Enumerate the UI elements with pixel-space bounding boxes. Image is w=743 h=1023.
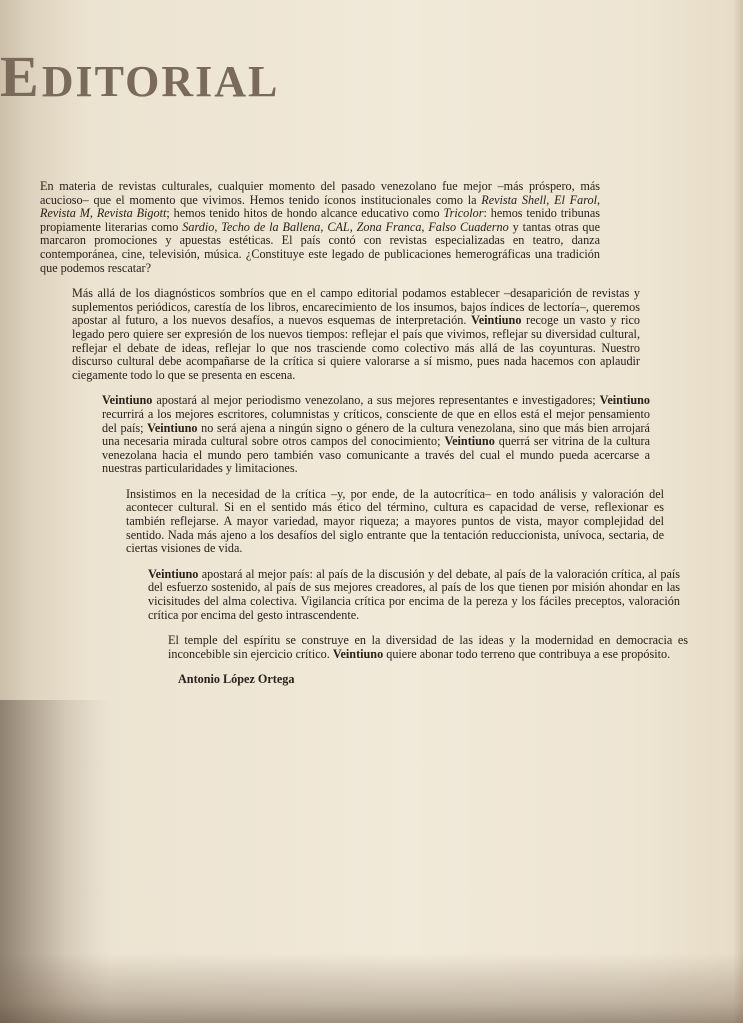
text-run: ,: [546, 192, 555, 207]
paragraph-6: [168, 634, 688, 661]
text-run: ,: [214, 219, 222, 234]
text-run: El temple del espíritu se construye en la diversidad de las ideas y la modernidad en democracia es inconcebible sin ejercicio crítico.: [168, 633, 688, 661]
author-signature: Antonio López Ortega: [178, 672, 295, 687]
text-run: querrá ser vitrina de la cultura venezolana hacia el mundo pero también vaso comunicante a través del cual el mundo pueda acercarse a nuestras particularidades y limitaciones.: [102, 434, 650, 476]
title-initial: E: [0, 44, 42, 109]
page-title: [0, 44, 280, 109]
text-run: recoge un vasto y rico legado pero quiere ser expresión de los nuevos tiempos: reflejar el país que vivimos, reflejar su diversidad cultural, reflejar el debate de ideas, reflejar lo que nos trasciende como colectivo más allá de las coyunturas. Nuestro discurso cultural debe acompañarse de la crítica si quiere valorarse a sí mismo, pues nada hacemos con aplaudir ciegamente todo lo que se presenta en escena.: [72, 313, 640, 382]
editorial-body: [40, 179, 688, 699]
text-run: En materia de revistas culturales, cualquier momento del pasado venezolano fue mejor –más próspero, más acucioso– que el momento que vivimos. Hemos tenido íconos institucionales como la: [40, 179, 600, 207]
text-run: y tantas otras que marcaron promociones y apuestas estéticas. El país contó con revistas especializadas en teatro, danza contemporánea, cine, televisión, música. ¿Constituye este legado de publicaciones hemerográficas una tradición que podemos rescatar?: [40, 219, 601, 275]
magazine-name: Veintiuno: [148, 566, 199, 581]
paragraph-5: [148, 568, 680, 622]
magazine-title: Tricolor: [443, 206, 484, 221]
title-rest: DITORIAL: [41, 57, 280, 106]
text-run: ,: [320, 219, 328, 234]
text-run: no será ajena a ningún signo o género de la cultura venezolana, sino que más bien arrojará una necesaria mirada cultural sobre otros campos del conocimiento;: [102, 420, 650, 449]
text-run: Más allá de los diagnósticos sombríos que en el campo editorial podamos establecer –desaparición de revistas y suplementos periódicos, carestía de los libros, encarecimiento de los insumos, bajos índices de lectoría–, queremos apostar al futuro, a los nuevos desafíos, a nuevos esquemas de interpretación.: [72, 286, 640, 328]
magazine-name: Veintiuno: [471, 313, 522, 328]
text-run: Insistimos en la necesidad de la crítica –y, por ende, de la autocrítica– en todo análisis y valoración del acontecer cultural. Si en el sentido más ético del término, cultura es capacidad de verse, reflexionar es también reflejarse. A mayor variedad, mayor riqueza; a mayores puntos de vista, mayor complejidad del sentido. Nada más ajeno a los desafíos del siglo entrante que la tentación reduccionista, unívoca, sectaria, de ciertas visiones de vida.: [126, 486, 664, 556]
magazine-title: Revista M: [40, 206, 90, 221]
text-run: quiere abonar todo terreno que contribuya a ese propósito.: [383, 646, 671, 661]
text-run: ,: [89, 206, 97, 221]
magazine-title: Sardio: [182, 219, 215, 234]
page-edge-shadow: [733, 0, 743, 1023]
magazine-name: Veintiuno: [444, 434, 495, 449]
text-run: ,: [349, 219, 357, 234]
magazine-name: Veintiuno: [147, 420, 198, 435]
magazine-title: Revista Bigott: [96, 206, 167, 221]
magazine-title: Falso Cuaderno: [428, 219, 509, 234]
magazine-title: El Farol: [554, 192, 597, 207]
magazine-title: CAL: [327, 219, 350, 234]
text-run: ; hemos tenido hitos de hondo alcance educativo como: [166, 206, 444, 221]
magazine-title: Techo de la Ballena: [221, 219, 321, 234]
magazine-name: Veintiuno: [599, 393, 650, 408]
paragraph-2: [72, 287, 640, 382]
paragraph-1: [40, 180, 600, 275]
text-run: apostará al mejor periodismo venezolano, a sus mejores representantes e investigadores;: [152, 393, 600, 408]
bottom-shadow: [0, 953, 743, 1023]
magazine-title: Zona Franca: [356, 219, 422, 234]
paragraph-3: [102, 394, 650, 476]
magazine-title: Revista Shell: [481, 192, 547, 207]
magazine-name: Veintiuno: [332, 646, 384, 661]
text-run: recurrirá a los mejores escritores, columnistas y críticos, consciente de que en ellos está el mejor pensamiento del país;: [102, 406, 650, 435]
text-run: ,: [421, 219, 429, 234]
text-run: apostará al mejor país: al país de la discusión y del debate, al país de la valoración crítica, al país del esfuerzo sostenido, al país de sus mejores creadores, al país de los que tienen por misión ahondar en las vicisitudes del alma colectiva. Vigilancia crítica por encima de la pereza y los fáciles preceptos, valoración crítica por encima del gesto intrascendente.: [148, 566, 680, 622]
magazine-name: Veintiuno: [102, 393, 153, 408]
text-run: ,: [596, 192, 601, 207]
paragraph-4: [126, 488, 664, 556]
text-run: : hemos tenido tribunas propiamente literarias como: [40, 206, 601, 234]
